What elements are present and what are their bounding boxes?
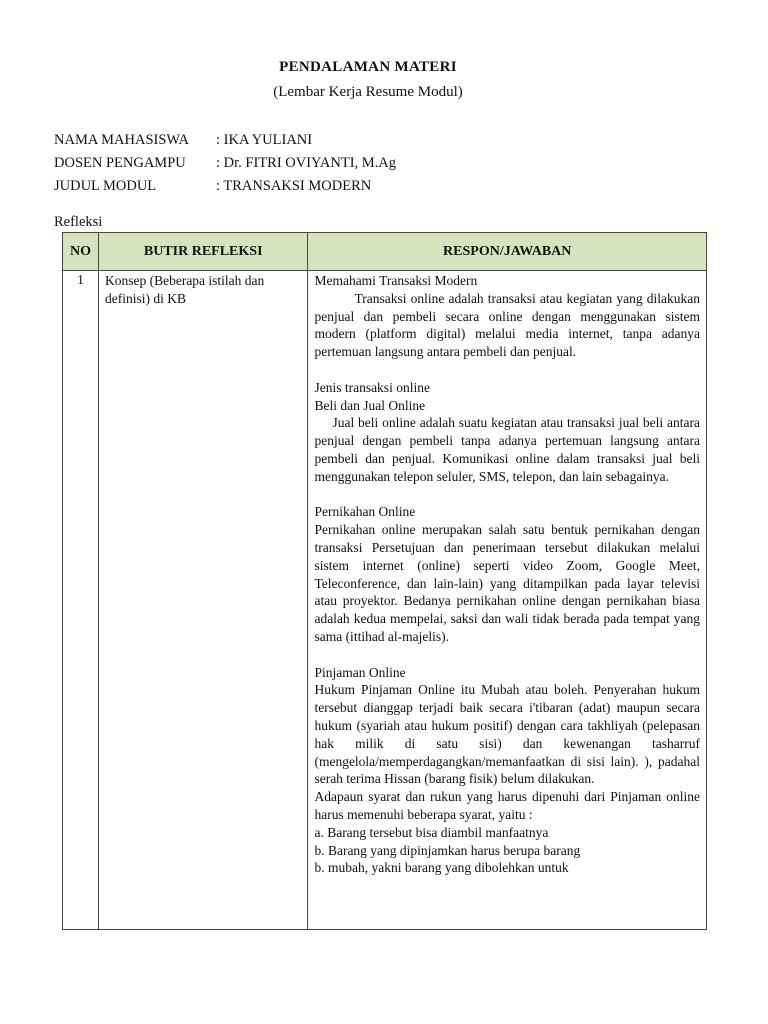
row-butir: Konsep (Beberapa istilah dan definisi) di KB [98, 271, 307, 930]
document-title: PENDALAMAN MATERI [279, 59, 457, 75]
row-response [308, 271, 707, 930]
list-item: a. Barang tersebut bisa diambil manfaatnya [314, 824, 549, 840]
list-item: b. mubah, yakni barang yang dibolehkan untuk [314, 860, 569, 876]
list-item: b. Barang yang dipinjamkan harus berupa barang [314, 842, 581, 858]
response-paragraph: Adapaun syarat dan rukun yang harus dipenuhi dari Pinjaman online harus memenuhi beberapa syarat, yaitu : [314, 789, 700, 822]
response-paragraph: Pernikahan online merupakan salah satu bentuk pernikahan dengan transaksi Persetujuan dan penerimaan tersebut dilakukan melalui sistem internet (online) seperti video Zoom, Google Meet, Teleconference, dan lain-lain) yang ditampilkan pada layar televisi atau proyektor. Bedanya pernikahan online dengan pernikahan biasa adalah kedua mempelai, saksi dan wali tidak berada pada tempat yang sama (ittihad al-majelis). [314, 522, 700, 644]
info-row-judul [54, 178, 371, 195]
header-no: NO [63, 233, 99, 271]
info-value: : Dr. FITRI OVIYANTI, M.Ag [216, 155, 397, 171]
response-heading: Pernikahan Online [314, 504, 416, 520]
response-paragraph: Transaksi online adalah transaksi atau kegiatan yang dilakukan penjual dan pembeli secara online dengan menggunakan sistem modern (platform digital) melalui media internet, tanpa adanya pertemuan langsung antara pembeli dan penjual. [314, 290, 700, 360]
info-value: : TRANSAKSI MODERN [216, 178, 372, 194]
reflection-table [62, 232, 707, 930]
response-paragraph: Jual beli online adalah suatu kegiatan atau transaksi jual beli antara penjual dengan pembeli tanpa adanya pertemuan langsung antara pembeli dan penjual. Komunikasi online dalam transaksi jual beli menggunakan telepon seluler, SMS, telepon, dan lain sebagainya. [314, 415, 700, 484]
info-row-nama [54, 132, 312, 149]
response-heading: Memahami Transaksi Modern [314, 273, 478, 288]
header-respon: RESPON/JAWABAN [308, 233, 707, 271]
info-row-dosen [54, 155, 396, 172]
row-number: 1 [63, 271, 99, 930]
table-row [63, 271, 707, 930]
info-label: NAMA MAHASISWA [54, 132, 189, 148]
info-label: DOSEN PENGAMPU [54, 155, 186, 171]
response-paragraph: Hukum Pinjaman Online itu Mubah atau boleh. Penyerahan hukum tersebut dianggap terjadi baik secara i'tibaran (adat) maupun secara hukum (syariah atau hukum positif) dengan cara takhliyah (pelepasan hak milik di satu sisi) dan kewenangan tasharruf (mengelola/memperdagangkan/memanfaatkan di sisi lain). ), padahal serah terima Hissan (barang fisik) belum dilakukan. [314, 682, 700, 787]
response-heading: Jenis transaksi online [314, 379, 430, 395]
section-label: Refleksi [54, 214, 103, 230]
info-value: : IKA YULIANI [216, 132, 313, 148]
table-header-row [63, 233, 707, 271]
info-label: JUDUL MODUL [54, 178, 157, 194]
header-butir: BUTIR REFLEKSI [98, 233, 307, 271]
document-subtitle: (Lembar Kerja Resume Modul) [273, 84, 463, 100]
response-heading: Beli dan Jual Online [314, 397, 426, 413]
response-heading: Pinjaman Online [314, 664, 406, 680]
